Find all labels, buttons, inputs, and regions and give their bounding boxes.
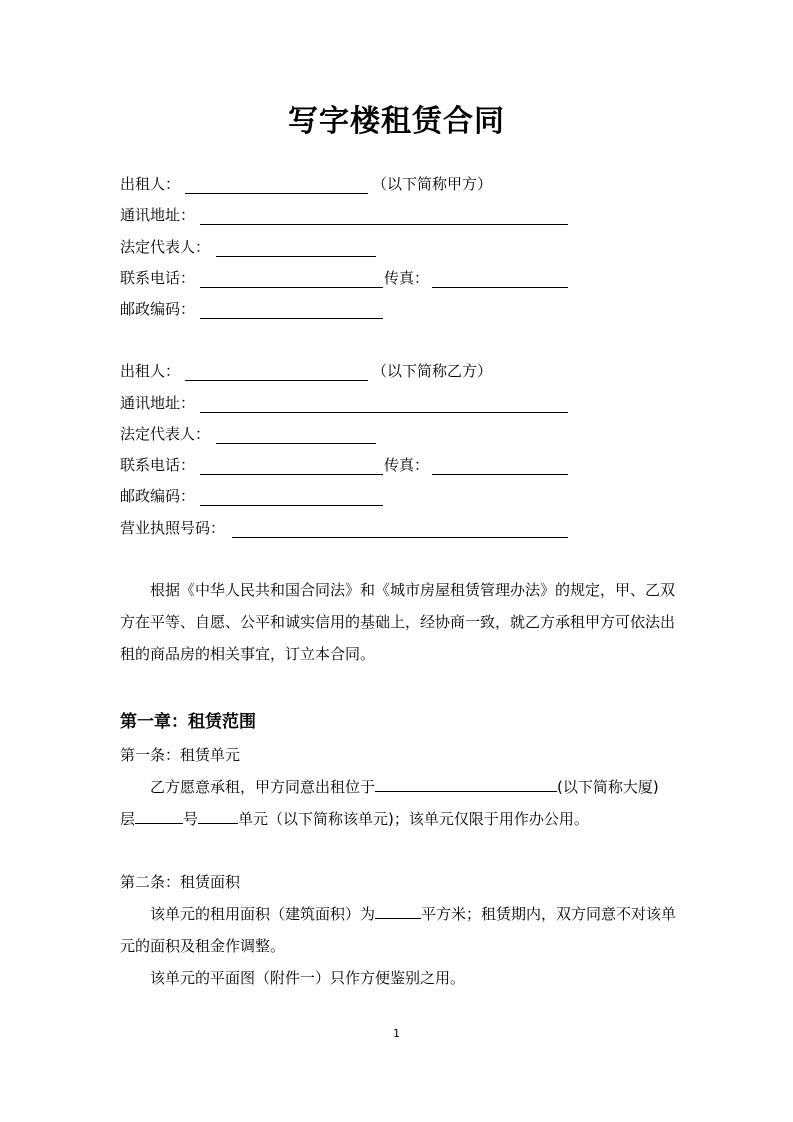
party-b-lessor-blank[interactable] [185, 380, 368, 381]
party-a-postal-blank[interactable] [200, 318, 383, 319]
article-2-text-1: 该单元的租用面积（建筑面积）为 [150, 905, 376, 923]
party-a-phone-label: 联系电话： [120, 269, 196, 287]
party-b-address-label: 通讯地址： [120, 394, 196, 412]
preamble-paragraph: 根据《中华人民共和国合同法》和《城市房屋租赁管理办法》的规定，甲、乙双方在平等、自愿、公平和诚实信用的基础上，经协商一致，就乙方承租甲方可依法出租的商品房的相关事宜，订立本合同。 [120, 581, 676, 663]
article-2-paragraph [120, 898, 680, 994]
party-a-lessor-blank[interactable] [185, 193, 368, 194]
article-2-heading: 第二条：租赁面积 [120, 873, 241, 891]
article-1-number-blank[interactable] [198, 809, 238, 824]
party-a-lessor-label: 出租人： [120, 175, 181, 193]
party-b-legal-rep-label: 法定代表人： [120, 425, 211, 443]
article-1-text-1: 乙方愿意承租，甲方同意出租位于 [150, 778, 376, 796]
page-number: 1 [393, 1027, 400, 1040]
party-a-fax-label: 传真： [384, 269, 430, 287]
party-a-address-label: 通讯地址： [120, 206, 196, 224]
party-a-fax-blank[interactable] [432, 287, 568, 288]
document-title: 写字楼租赁合同 [288, 104, 505, 139]
party-a-legal-rep-blank[interactable] [216, 256, 376, 257]
article-1-heading: 第一条：租赁单元 [120, 746, 241, 764]
party-b-phone-blank[interactable] [200, 474, 383, 475]
article-1-location-blank[interactable] [375, 777, 557, 792]
article-2-text-3: 该单元的平面图（附件一）只作方便鉴别之用。 [150, 969, 466, 987]
party-b-fax-blank[interactable] [432, 474, 568, 475]
chapter-1-heading: 第一章：租赁范围 [120, 712, 256, 732]
party-b-license-label: 营业执照号码： [120, 519, 226, 537]
party-a-legal-rep-label: 法定代表人： [120, 238, 211, 256]
party-b-postal-blank[interactable] [200, 505, 383, 506]
article-1-text-2: (以下简称大厦) [557, 778, 659, 796]
party-b-lessor-suffix: （以下简称乙方） [372, 362, 493, 380]
party-b-lessor-label: 出租人： [120, 362, 181, 380]
party-a-address-blank[interactable] [200, 224, 568, 225]
party-b-license-blank[interactable] [232, 537, 568, 538]
party-a-phone-blank[interactable] [200, 287, 383, 288]
party-a-postal-label: 邮政编码： [120, 300, 196, 318]
party-a-lessor-suffix: （以下简称甲方） [372, 175, 493, 193]
party-b-phone-label: 联系电话： [120, 456, 196, 474]
party-b-address-blank[interactable] [200, 412, 568, 413]
party-b-legal-rep-blank[interactable] [216, 443, 376, 444]
article-1-floor-blank[interactable] [135, 809, 183, 824]
article-2-area-blank[interactable] [375, 904, 421, 919]
article-2-text-2: 平方米；租赁期内，双方同意不对该单元的面积及租金作调整。 [120, 905, 677, 955]
party-b-postal-label: 邮政编码： [120, 487, 196, 505]
article-1-paragraph [120, 771, 680, 835]
article-1-text-4: 号 [183, 810, 199, 828]
article-1-text-3: 层 [120, 810, 136, 828]
party-b-fax-label: 传真： [384, 456, 430, 474]
article-1-text-5: 单元（以下简称该单元)；该单元仅限于用作办公用。 [238, 810, 589, 828]
party-a-lessor-row [120, 172, 180, 196]
